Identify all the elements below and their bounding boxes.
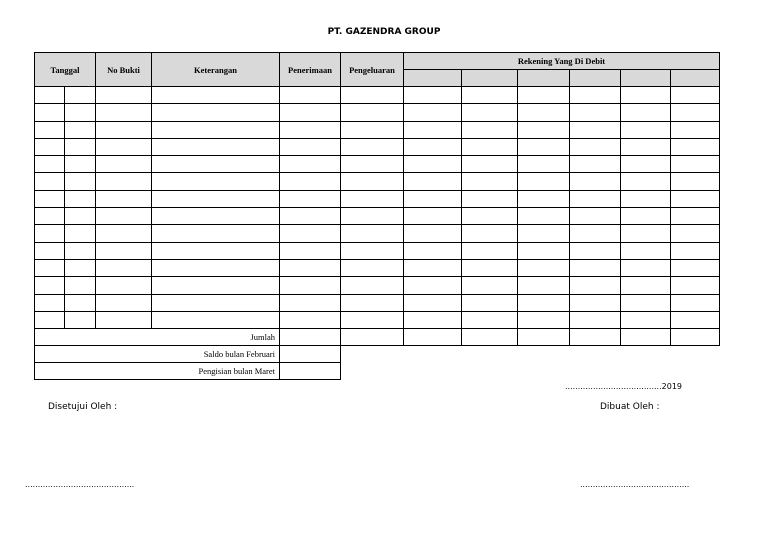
rekening-cell[interactable]	[570, 190, 621, 207]
jumlah-label: Jumlah	[35, 329, 280, 346]
saldo-value-cell[interactable]	[280, 346, 341, 363]
approved-by-label: Disetujui Oleh :	[48, 402, 118, 412]
rekening-cell[interactable]	[462, 138, 518, 155]
ledger-entry-row	[35, 173, 720, 190]
rekening-cell[interactable]	[518, 277, 570, 294]
rekening-cell[interactable]	[518, 294, 570, 311]
rekening-cell[interactable]	[621, 294, 671, 311]
pengeluaran-cell[interactable]	[341, 294, 404, 311]
rekening-cell[interactable]	[671, 156, 720, 173]
rekening-cell[interactable]	[462, 173, 518, 190]
rekening-subheader	[404, 70, 462, 87]
tanggal-cell[interactable]	[65, 121, 96, 138]
pengeluaran-cell[interactable]	[341, 225, 404, 242]
rekening-cell[interactable]	[462, 277, 518, 294]
rekening-cell[interactable]	[570, 294, 621, 311]
keterangan-cell[interactable]	[152, 190, 280, 207]
no-bukti-cell[interactable]	[96, 138, 152, 155]
rekening-cell[interactable]	[462, 104, 518, 121]
rekening-cell[interactable]	[404, 294, 462, 311]
rekening-cell[interactable]	[671, 138, 720, 155]
pengisian-label: Pengisian bulan Maret	[35, 363, 280, 380]
rekening-cell[interactable]	[671, 104, 720, 121]
rekening-cell[interactable]	[621, 156, 671, 173]
keterangan-cell[interactable]	[152, 121, 280, 138]
rekening-cell[interactable]	[518, 225, 570, 242]
ledger-entry-row	[35, 190, 720, 207]
rekening-subheader	[621, 70, 671, 87]
header-tanggal: Tanggal	[35, 53, 96, 87]
keterangan-cell[interactable]	[152, 311, 280, 328]
tanggal-cell[interactable]	[65, 242, 96, 259]
tanggal-cell[interactable]	[65, 138, 96, 155]
tanggal-cell[interactable]	[65, 225, 96, 242]
rekening-cell[interactable]	[570, 277, 621, 294]
rekening-cell[interactable]	[518, 87, 570, 104]
pengeluaran-cell[interactable]	[341, 173, 404, 190]
keterangan-cell[interactable]	[152, 156, 280, 173]
rekening-cell[interactable]	[671, 225, 720, 242]
header-no-bukti: No Bukti	[96, 53, 152, 87]
no-bukti-cell[interactable]	[96, 259, 152, 276]
rekening-cell[interactable]	[570, 225, 621, 242]
tanggal-cell[interactable]	[65, 87, 96, 104]
rekening-cell[interactable]	[462, 190, 518, 207]
keterangan-cell[interactable]	[152, 104, 280, 121]
jumlah-penerimaan-cell[interactable]	[280, 329, 341, 346]
penerimaan-cell[interactable]	[280, 138, 341, 155]
rekening-cell[interactable]	[671, 173, 720, 190]
rekening-cell[interactable]	[570, 173, 621, 190]
pengeluaran-cell[interactable]	[341, 138, 404, 155]
tanggal-cell[interactable]	[65, 311, 96, 328]
rekening-cell[interactable]	[404, 104, 462, 121]
tanggal-cell[interactable]	[35, 225, 65, 242]
ledger-entry-row	[35, 225, 720, 242]
tanggal-cell[interactable]	[65, 294, 96, 311]
rekening-cell[interactable]	[404, 173, 462, 190]
rekening-cell[interactable]	[462, 87, 518, 104]
rekening-cell[interactable]	[518, 138, 570, 155]
rekening-cell[interactable]	[671, 277, 720, 294]
rekening-subheader	[518, 70, 570, 87]
rekening-cell[interactable]	[404, 121, 462, 138]
document-title: PT. GAZENDRA GROUP	[327, 27, 441, 37]
penerimaan-cell[interactable]	[280, 242, 341, 259]
tanggal-cell[interactable]	[35, 87, 65, 104]
jumlah-rekening-cell[interactable]	[570, 329, 621, 346]
ledger-entry-row	[35, 156, 720, 173]
pengeluaran-cell[interactable]	[341, 87, 404, 104]
tanggal-cell[interactable]	[35, 173, 65, 190]
summary-row-jumlah	[35, 329, 720, 346]
rekening-cell[interactable]	[570, 156, 621, 173]
tanggal-cell[interactable]	[35, 138, 65, 155]
rekening-cell[interactable]	[404, 208, 462, 225]
rekening-cell[interactable]	[570, 242, 621, 259]
keterangan-cell[interactable]	[152, 173, 280, 190]
pengeluaran-cell[interactable]	[341, 242, 404, 259]
tanggal-cell[interactable]	[35, 277, 65, 294]
rekening-cell[interactable]	[621, 277, 671, 294]
tanggal-cell[interactable]	[65, 208, 96, 225]
penerimaan-cell[interactable]	[280, 156, 341, 173]
no-bukti-cell[interactable]	[96, 311, 152, 328]
rekening-subheader	[671, 70, 720, 87]
jumlah-pengeluaran-cell[interactable]	[341, 329, 404, 346]
penerimaan-cell[interactable]	[280, 121, 341, 138]
no-bukti-cell[interactable]	[96, 225, 152, 242]
rekening-subheader	[462, 70, 518, 87]
rekening-cell[interactable]	[404, 156, 462, 173]
rekening-cell[interactable]	[671, 259, 720, 276]
ledger-entry-row	[35, 311, 720, 328]
keterangan-cell[interactable]	[152, 138, 280, 155]
rekening-cell[interactable]	[621, 259, 671, 276]
keterangan-cell[interactable]	[152, 277, 280, 294]
summary-row-pengisian	[35, 363, 720, 380]
rekening-cell[interactable]	[518, 259, 570, 276]
header-penerimaan: Penerimaan	[280, 53, 341, 87]
rekening-cell[interactable]	[671, 190, 720, 207]
no-bukti-cell[interactable]	[96, 121, 152, 138]
rekening-cell[interactable]	[671, 87, 720, 104]
rekening-cell[interactable]	[570, 311, 621, 328]
tanggal-cell[interactable]	[65, 190, 96, 207]
keterangan-cell[interactable]	[152, 259, 280, 276]
no-bukti-cell[interactable]	[96, 156, 152, 173]
tanggal-cell[interactable]	[35, 208, 65, 225]
tanggal-cell[interactable]	[35, 190, 65, 207]
rekening-cell[interactable]	[404, 87, 462, 104]
keterangan-cell[interactable]	[152, 225, 280, 242]
summary-row-saldo	[35, 346, 720, 363]
rekening-cell[interactable]	[621, 208, 671, 225]
tanggal-cell[interactable]	[35, 121, 65, 138]
rekening-cell[interactable]	[621, 242, 671, 259]
ledger-entry-row	[35, 277, 720, 294]
penerimaan-cell[interactable]	[280, 294, 341, 311]
pengeluaran-cell[interactable]	[341, 156, 404, 173]
header-rekening: Rekening Yang Di Debit	[404, 53, 720, 70]
jumlah-rekening-cell[interactable]	[462, 329, 518, 346]
ledger-entry-row	[35, 259, 720, 276]
penerimaan-cell[interactable]	[280, 259, 341, 276]
rekening-cell[interactable]	[570, 104, 621, 121]
rekening-cell[interactable]	[404, 190, 462, 207]
tanggal-cell[interactable]	[65, 156, 96, 173]
penerimaan-cell[interactable]	[280, 277, 341, 294]
penerimaan-cell[interactable]	[280, 104, 341, 121]
pengeluaran-cell[interactable]	[341, 104, 404, 121]
tanggal-cell[interactable]	[35, 259, 65, 276]
jumlah-rekening-cell[interactable]	[518, 329, 570, 346]
rekening-cell[interactable]	[404, 311, 462, 328]
pengeluaran-cell[interactable]	[341, 208, 404, 225]
ledger-entry-row	[35, 104, 720, 121]
tanggal-cell[interactable]	[35, 156, 65, 173]
keterangan-cell[interactable]	[152, 208, 280, 225]
jumlah-rekening-cell[interactable]	[671, 329, 720, 346]
ledger-entry-row	[35, 294, 720, 311]
rekening-cell[interactable]	[462, 259, 518, 276]
keterangan-cell[interactable]	[152, 242, 280, 259]
tanggal-cell[interactable]	[35, 294, 65, 311]
tanggal-cell[interactable]	[65, 104, 96, 121]
ledger-entry-row	[35, 121, 720, 138]
penerimaan-cell[interactable]	[280, 190, 341, 207]
rekening-cell[interactable]	[671, 294, 720, 311]
tanggal-cell[interactable]	[35, 242, 65, 259]
rekening-cell[interactable]	[621, 311, 671, 328]
pengisian-value-cell[interactable]	[280, 363, 341, 380]
tanggal-cell[interactable]	[35, 311, 65, 328]
rekening-cell[interactable]	[570, 121, 621, 138]
rekening-cell[interactable]	[621, 225, 671, 242]
keterangan-cell[interactable]	[152, 87, 280, 104]
pengeluaran-cell[interactable]	[341, 121, 404, 138]
header-pengeluaran: Pengeluaran	[341, 53, 404, 87]
rekening-cell[interactable]	[404, 277, 462, 294]
no-bukti-cell[interactable]	[96, 242, 152, 259]
tanggal-cell[interactable]	[65, 277, 96, 294]
header-keterangan: Keterangan	[152, 53, 280, 87]
jumlah-rekening-cell[interactable]	[621, 329, 671, 346]
keterangan-cell[interactable]	[152, 294, 280, 311]
ledger-entry-row	[35, 138, 720, 155]
pengeluaran-cell[interactable]	[341, 311, 404, 328]
pengeluaran-cell[interactable]	[341, 259, 404, 276]
ledger-entry-row	[35, 242, 720, 259]
no-bukti-cell[interactable]	[96, 104, 152, 121]
made-by-label: Dibuat Oleh :	[600, 402, 660, 412]
tanggal-cell[interactable]	[65, 173, 96, 190]
rekening-subheader	[570, 70, 621, 87]
rekening-cell[interactable]	[518, 190, 570, 207]
no-bukti-cell[interactable]	[96, 190, 152, 207]
no-bukti-cell[interactable]	[96, 277, 152, 294]
rekening-cell[interactable]	[570, 259, 621, 276]
penerimaan-cell[interactable]	[280, 225, 341, 242]
rekening-cell[interactable]	[462, 156, 518, 173]
rekening-cell[interactable]	[404, 225, 462, 242]
cash-ledger-table	[34, 52, 720, 380]
rekening-cell[interactable]	[621, 104, 671, 121]
rekening-cell[interactable]	[570, 87, 621, 104]
ledger-entry-row	[35, 87, 720, 104]
rekening-cell[interactable]	[404, 259, 462, 276]
no-bukti-cell[interactable]	[96, 173, 152, 190]
rekening-cell[interactable]	[518, 121, 570, 138]
rekening-cell[interactable]	[671, 242, 720, 259]
no-bukti-cell[interactable]	[96, 87, 152, 104]
rekening-cell[interactable]	[462, 294, 518, 311]
penerimaan-cell[interactable]	[280, 311, 341, 328]
rekening-cell[interactable]	[518, 208, 570, 225]
rekening-cell[interactable]	[462, 208, 518, 225]
rekening-cell[interactable]	[570, 208, 621, 225]
pengeluaran-cell[interactable]	[341, 190, 404, 207]
rekening-cell[interactable]	[518, 173, 570, 190]
no-bukti-cell[interactable]	[96, 208, 152, 225]
rekening-cell[interactable]	[462, 121, 518, 138]
rekening-cell[interactable]	[404, 242, 462, 259]
rekening-cell[interactable]	[518, 104, 570, 121]
rekening-cell[interactable]	[621, 138, 671, 155]
rekening-cell[interactable]	[404, 138, 462, 155]
date-line: ......................................2019	[565, 382, 682, 391]
rekening-cell[interactable]	[462, 242, 518, 259]
penerimaan-cell[interactable]	[280, 208, 341, 225]
rekening-cell[interactable]	[621, 190, 671, 207]
rekening-cell[interactable]	[462, 311, 518, 328]
penerimaan-cell[interactable]	[280, 173, 341, 190]
left-signature-line: ...........................................	[25, 480, 135, 489]
no-bukti-cell[interactable]	[96, 294, 152, 311]
rekening-cell[interactable]	[671, 208, 720, 225]
tanggal-cell[interactable]	[65, 259, 96, 276]
penerimaan-cell[interactable]	[280, 87, 341, 104]
rekening-cell[interactable]	[518, 242, 570, 259]
rekening-cell[interactable]	[621, 173, 671, 190]
rekening-cell[interactable]	[621, 121, 671, 138]
tanggal-cell[interactable]	[35, 104, 65, 121]
right-signature-line: ...........................................	[580, 480, 690, 489]
rekening-cell[interactable]	[518, 156, 570, 173]
ledger-entry-row	[35, 208, 720, 225]
rekening-cell[interactable]	[671, 121, 720, 138]
rekening-cell[interactable]	[621, 87, 671, 104]
saldo-label: Saldo bulan Februari	[35, 346, 280, 363]
rekening-cell[interactable]	[570, 138, 621, 155]
jumlah-rekening-cell[interactable]	[404, 329, 462, 346]
rekening-cell[interactable]	[671, 311, 720, 328]
pengeluaran-cell[interactable]	[341, 277, 404, 294]
rekening-cell[interactable]	[518, 311, 570, 328]
rekening-cell[interactable]	[462, 225, 518, 242]
